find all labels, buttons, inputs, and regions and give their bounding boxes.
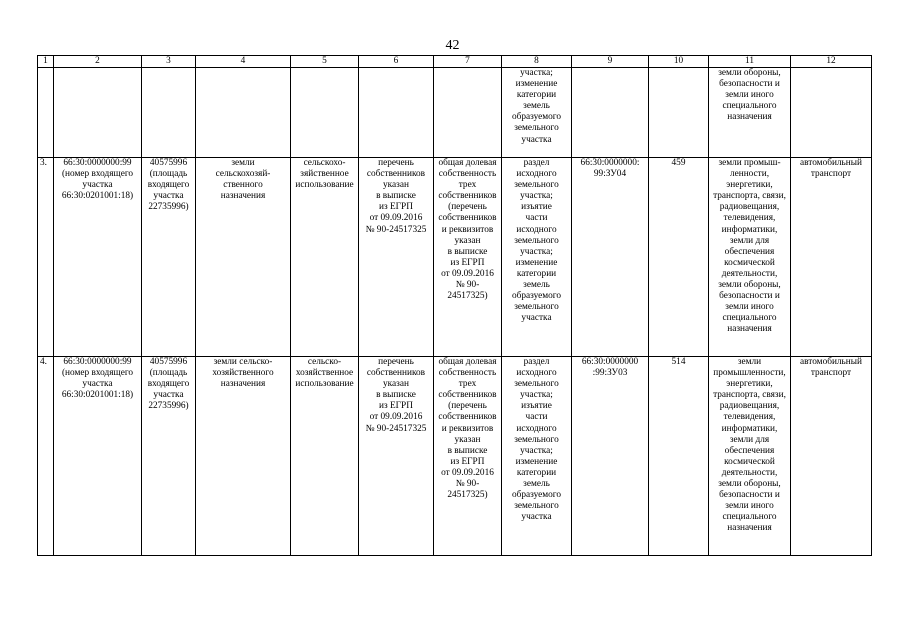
new-plot-number-cell: 66:30:0000000 :99:ЗУ03 xyxy=(572,357,649,556)
column-header: 12 xyxy=(791,56,872,68)
table-cell xyxy=(54,68,142,158)
new-category-cell: земли промышленности, энергетики, транспорта, связи, радиовещания, телевидения, информатики, земли для обеспечения космической деятельности, земли обороны, безопасности и земли иного специального назначения xyxy=(709,357,791,556)
page-number: 42 xyxy=(445,38,460,53)
column-header: 10 xyxy=(649,56,709,68)
table-cell xyxy=(572,68,649,158)
column-header: 9 xyxy=(572,56,649,68)
table-cell xyxy=(142,68,196,158)
column-number-row xyxy=(38,56,872,68)
column-header: 3 xyxy=(142,56,196,68)
formation-method-cell: раздел исходного земельного участка; изъятие части исходного земельного участка; изменение категории земель образуемого земельного участка xyxy=(502,158,572,357)
area-cell: 40575996 (площадь входящего участка 22735996) xyxy=(142,357,196,556)
permitted-use-cell: сельско- хозяйственное использование xyxy=(291,357,359,556)
land-category-cell: земли сельско- хозяйственного назначения xyxy=(196,357,291,556)
table-cell: участка; изменение категории земель образуемого земельного участка xyxy=(502,68,572,158)
column-header: 1 xyxy=(38,56,54,68)
table-row xyxy=(38,158,872,357)
row-number: 3. xyxy=(38,158,54,357)
table-cell xyxy=(434,68,502,158)
new-plot-area-cell: 514 xyxy=(649,357,709,556)
column-header: 7 xyxy=(434,56,502,68)
new-plot-number-cell: 66:30:0000000: 99:ЗУ04 xyxy=(572,158,649,357)
table-cell xyxy=(38,68,54,158)
land-plot-table xyxy=(37,55,872,556)
permitted-use-cell: сельскохо- зяйственное использование xyxy=(291,158,359,357)
table-cell xyxy=(649,68,709,158)
row-number: 4. xyxy=(38,357,54,556)
table-cell xyxy=(291,68,359,158)
area-cell: 40575996 (площадь входящего участка 22735996) xyxy=(142,158,196,357)
owners-cell: перечень собственников указан в выписке из ЕГРП от 09.09.2016 № 90-24517325 xyxy=(359,158,434,357)
column-header: 6 xyxy=(359,56,434,68)
continuation-row xyxy=(38,68,872,158)
column-header: 8 xyxy=(502,56,572,68)
owners-cell: перечень собственников указан в выписке из ЕГРП от 09.09.2016 № 90-24517325 xyxy=(359,357,434,556)
new-category-cell: земли промыш- ленности, энергетики, транспорта, связи, радиовещания, телевидения, информатики, земли для обеспечения космической деятельности, земли обороны, безопасности и земли иного специального назначения xyxy=(709,158,791,357)
column-header: 2 xyxy=(54,56,142,68)
cadastral-number-cell: 66:30:0000000:99 (номер входящего участка 66:30:0201001:18) xyxy=(54,357,142,556)
table-cell xyxy=(791,68,872,158)
column-header: 11 xyxy=(709,56,791,68)
new-use-cell: автомобильный транспорт xyxy=(791,357,872,556)
table-cell xyxy=(196,68,291,158)
column-header: 4 xyxy=(196,56,291,68)
table-row xyxy=(38,357,872,556)
ownership-type-cell: общая долевая собственность трех собственников (перечень собственников и реквизитов указан в выписке из ЕГРП от 09.09.2016 № 90- 24517325) xyxy=(434,357,502,556)
table-cell: земли обороны, безопасности и земли иного специального назначения xyxy=(709,68,791,158)
cadastral-number-cell: 66:30:0000000:99 (номер входящего участка 66:30:0201001:18) xyxy=(54,158,142,357)
table-cell xyxy=(359,68,434,158)
formation-method-cell: раздел исходного земельного участка; изъятие части исходного земельного участка; изменение категории земель образуемого земельного участка xyxy=(502,357,572,556)
new-use-cell: автомобильный транспорт xyxy=(791,158,872,357)
new-plot-area-cell: 459 xyxy=(649,158,709,357)
column-header: 5 xyxy=(291,56,359,68)
land-category-cell: земли сельскохозяй- ственного назначения xyxy=(196,158,291,357)
ownership-type-cell: общая долевая собственность трех собственников (перечень собственников и реквизитов указан в выписке из ЕГРП от 09.09.2016 № 90- 24517325) xyxy=(434,158,502,357)
